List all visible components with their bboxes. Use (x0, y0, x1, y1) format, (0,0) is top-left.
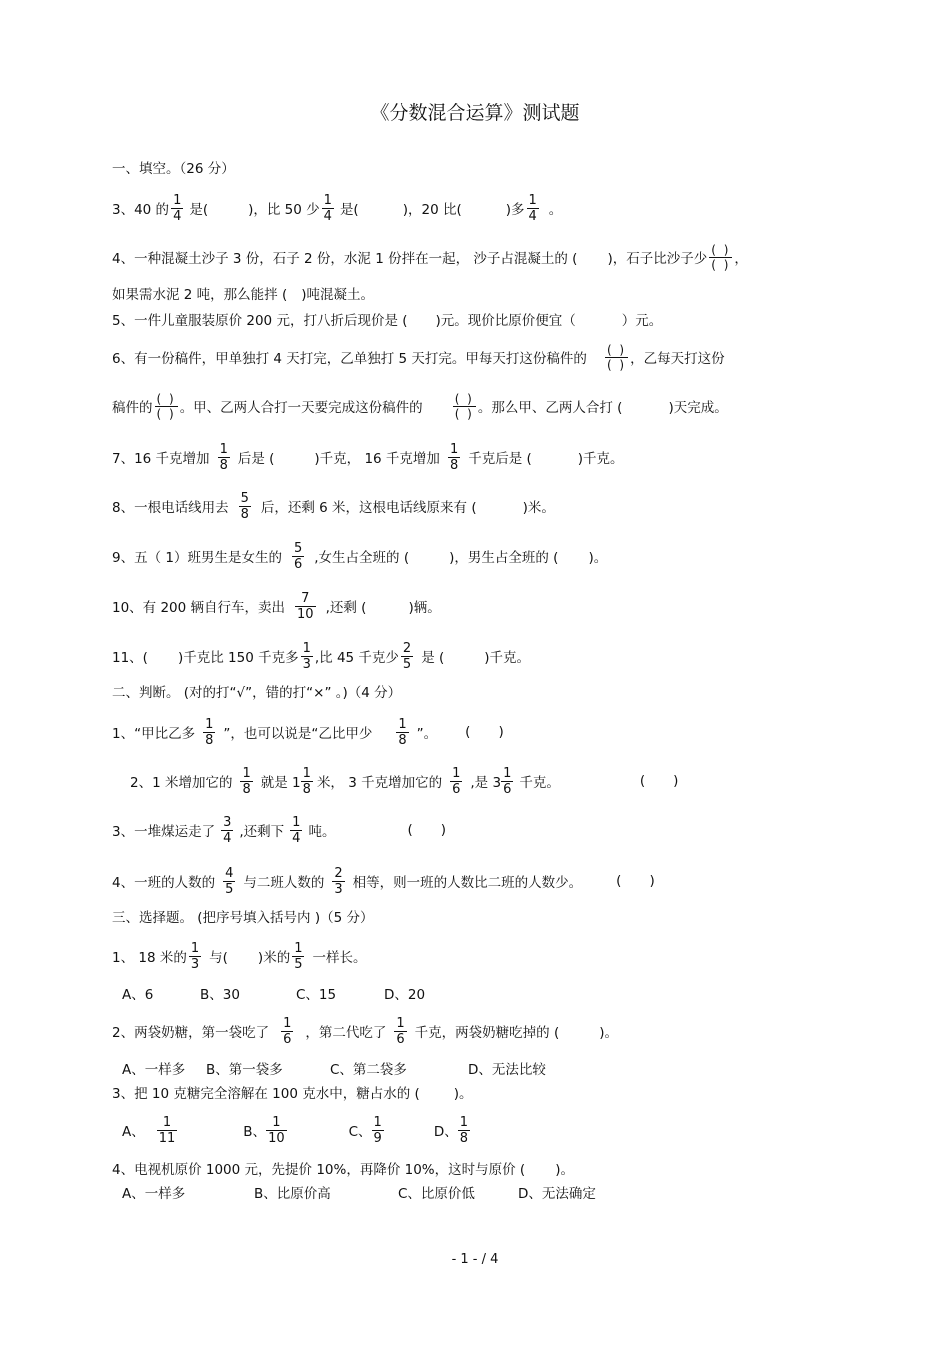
fraction-1-3: $\frac{1}{3}$ (190, 940, 200, 972)
question-1-4-continued: 如果需水泥 2 吨，那么能拌 ( )吨混凝土。 (112, 287, 375, 303)
option-a: A、一样多 (122, 1186, 186, 1202)
option-c: C、 (348, 1124, 372, 1140)
fraction-5-8: $\frac{5}{8}$ (240, 490, 249, 522)
option-c: C、比原价低 (398, 1186, 475, 1202)
question-1-3: 3、40 的 $\frac{1}{4}$ 是( )，比 50 少 $\frac{1}{4}$ 是( )，20 比( )多 $\frac{1}{4}$ 。 (112, 192, 563, 224)
question-3-1: 1、 18 米的 $\frac{1}{3}$ 与( )米的 $\frac{1}{5}$ 一样长。 (112, 940, 367, 972)
section-1-heading: 一、填空。（26 分） (112, 161, 235, 177)
fraction-1-9: $\frac{1}{9}$ (373, 1114, 382, 1146)
fraction-7-10: $\frac{7}{10}$ (297, 590, 314, 622)
option-d: D、无法比较 (468, 1062, 546, 1078)
option-c: C、15 (296, 987, 337, 1003)
fraction-1-8: $\frac{1}{8}$ (219, 441, 228, 473)
fraction-1-8: $\frac{1}{8}$ (398, 716, 407, 748)
option-a: A、 (122, 1124, 145, 1140)
question-3-4: 4、电视机原价 1000 元，先提价 10%，再降价 10%，这时与原价 ( )。 (112, 1162, 574, 1178)
blank-fraction: $\frac{( )}{( )}$ (156, 391, 176, 421)
option-b: B、第一袋多 (206, 1062, 283, 1078)
question-1-6-continued: 稿件的 $\frac{( )}{( )}$ 。甲、乙两人合打一天要完成这份稿件的 $\frac{( )}{( )}$ 。那么甲、乙两人合打 ( )天完成。 (112, 391, 728, 421)
question-2-2: 2、1 米增加它的 $\frac{1}{8}$ 就是 1 $\frac{1}{8}$ 米， 3 千克增加它的 $\frac{1}{6}$ ,是 3 $\frac{1}{6}$ 千克。 ( ) (130, 765, 679, 797)
page-number: - 1 - / 4 (451, 1252, 499, 1267)
fraction-1-8: $\frac{1}{8}$ (302, 765, 311, 797)
question-1-6: 6、有一份稿件，甲单独打 4 天打完，乙单独打 5 天打完。甲每天打这份稿件的 $\frac{( )}{( )}$ ，乙每天打这份 (112, 342, 725, 372)
question-1-10: 10、有 200 辆自行车，卖出 $\frac{7}{10}$ ,还剩 ( )辆。 (112, 590, 441, 622)
fraction-1-8: $\frac{1}{8}$ (449, 441, 459, 473)
option-d: D、 (433, 1124, 458, 1140)
question-1-9: 9、五（ 1）班男生是女生的 $\frac{5}{6}$ ,女生占全班的 ( )，男生占全班的 ( )。 (112, 540, 608, 572)
question-3-4-options (122, 1172, 596, 1212)
fraction-3-4: $\frac{3}{4}$ (223, 814, 232, 846)
fraction-2-5: $\frac{2}{5}$ (402, 640, 412, 672)
fraction-1-4: $\frac{1}{4}$ (173, 192, 182, 224)
fraction-1-6: $\frac{1}{6}$ (503, 765, 512, 797)
question-1-4: 4、一种混凝土沙子 3 份，石子 2 份，水泥 1 份拌在一起， 沙子占混凝土的 ( )，石子比沙子少 $\frac{( )}{( )}$ ， (112, 242, 748, 272)
fraction-5-6: $\frac{5}{6}$ (293, 540, 303, 572)
fraction-4-5: $\frac{4}{5}$ (225, 865, 234, 897)
fraction-1-4: $\frac{1}{4}$ (323, 192, 332, 224)
blank-fraction: $\frac{( )}{( )}$ (454, 391, 474, 421)
question-2-3: 3、一堆煤运走了 $\frac{3}{4}$ ,还剩下 $\frac{1}{4}$ 吨。 ( ) (112, 814, 447, 846)
fraction-1-4: $\frac{1}{4}$ (292, 814, 301, 846)
section-3-heading: 三、选择题。 (把序号填入括号内 )（5 分） (112, 910, 374, 926)
question-2-1: 1、“甲比乙多 $\frac{1}{8}$ ”，也可以说是“乙比甲少 $\frac{1}{8}$ ”。 ( ) (112, 716, 504, 748)
question-3-2: 2、两袋奶糖，第一袋吃了 $\frac{1}{6}$ ，第二代吃了 $\frac{1}{6}$ 千克，两袋奶糖吃掉的 ( )。 (112, 1015, 618, 1047)
question-1-7: 7、16 千克增加 $\frac{1}{8}$ 后是 ( )千克， 16 千克增加 $\frac{1}{8}$ 千克后是 ( )千克。 (112, 441, 624, 473)
blank-fraction: $\frac{( )}{( )}$ (606, 342, 627, 372)
option-a: A、6 (122, 987, 154, 1003)
fraction-1-10: $\frac{1}{10}$ (268, 1114, 285, 1146)
fraction-1-4: $\frac{1}{4}$ (528, 192, 537, 224)
question-1-5: 5、一件儿童服装原价 200 元，打八折后现价是 ( )元。现价比原价便宜（ ）元。 (112, 313, 663, 329)
option-d: D、无法确定 (518, 1186, 596, 1202)
question-3-1-options (122, 973, 425, 1013)
fraction-1-5: $\frac{1}{5}$ (294, 940, 303, 972)
question-1-11: 11、( )千克比 150 千克多 $\frac{1}{3}$ ,比 45 千克少 $\frac{2}{5}$ 是 ( )千克。 (112, 640, 531, 672)
blank-fraction: $\frac{( )}{( )}$ (711, 242, 731, 272)
option-c: C、第二袋多 (330, 1062, 407, 1078)
fraction-1-8: $\frac{1}{8}$ (205, 716, 214, 748)
page-title: 《分数混合运算》测试题 (370, 102, 580, 124)
fraction-1-6: $\frac{1}{6}$ (396, 1015, 405, 1047)
fraction-1-8: $\frac{1}{8}$ (242, 765, 251, 797)
section-2-heading: 二、判断。 (对的打“√”，错的打“×” 。)（4 分） (112, 685, 402, 701)
question-2-4: 4、一班的人数的 $\frac{4}{5}$ 与二班人数的 $\frac{2}{3}$ 相等，则一班的人数比二班的人数少。 ( ) (112, 865, 655, 897)
option-b: B、 (243, 1124, 267, 1140)
fraction-1-6: $\frac{1}{6}$ (283, 1015, 292, 1047)
question-3-3: 3、把 10 克糖完全溶解在 100 克水中，糖占水的 ( )。 (112, 1086, 473, 1102)
option-d: D、20 (384, 987, 426, 1003)
option-b: B、30 (200, 987, 240, 1003)
fraction-2-3: $\frac{2}{3}$ (334, 865, 343, 897)
fraction-1-3: $\frac{1}{3}$ (302, 640, 311, 672)
question-3-3-options (122, 1110, 470, 1150)
fraction-1-8: $\frac{1}{8}$ (459, 1114, 469, 1146)
fraction-1-6: $\frac{1}{6}$ (452, 765, 461, 797)
option-b: B、比原价高 (254, 1186, 331, 1202)
question-1-8: 8、一根电话线用去 $\frac{5}{8}$ 后，还剩 6 米，这根电话线原来有 ( )米。 (112, 490, 555, 522)
option-a: A、一样多 (122, 1062, 186, 1078)
fraction-1-11: $\frac{1}{11}$ (158, 1114, 176, 1146)
